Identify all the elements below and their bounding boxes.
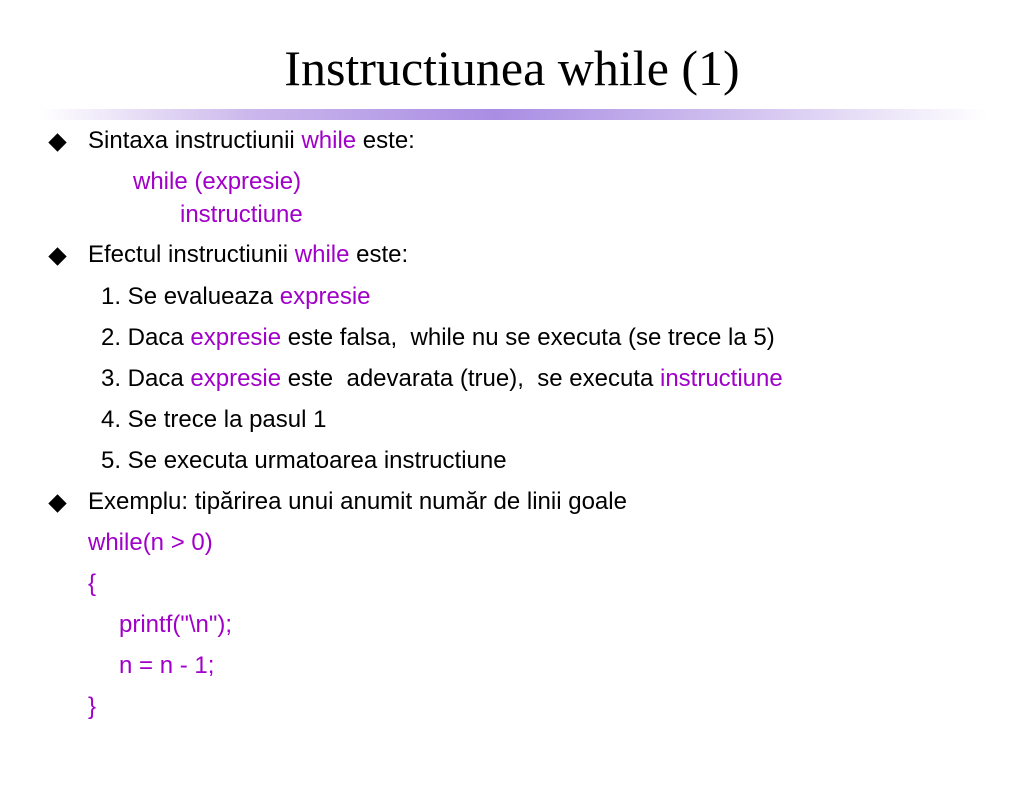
text-run: este falsa, while nu se executa (se trece la 5): [281, 324, 775, 351]
step-item: [101, 324, 775, 352]
keyword: while: [301, 127, 357, 154]
example-code-line: }: [88, 693, 97, 720]
step-item: 4. Se trece la pasul 1: [101, 406, 327, 433]
text-run: este:: [356, 127, 415, 154]
text-run: Efectul instructiunii: [88, 241, 295, 268]
example-code-line: printf("\n");: [119, 611, 233, 638]
step-item: [101, 283, 371, 311]
keyword: expresie: [279, 283, 371, 310]
text-run: este:: [349, 241, 409, 268]
text-run: este adevarata (true), se executa: [281, 365, 660, 392]
keyword: instructiune: [659, 365, 783, 392]
keyword: expresie: [190, 324, 282, 351]
text-run: Sintaxa instructiunii: [88, 127, 302, 154]
title-underline: [40, 109, 988, 120]
example-code-line: {: [88, 570, 97, 597]
text-run: 2. Daca: [101, 324, 191, 351]
keyword: expresie: [190, 365, 282, 392]
syntax-code-line: while (expresie): [133, 168, 302, 195]
bullet-text: [88, 127, 415, 155]
bullet-text: Exemplu: tipărirea unui anumit număr de linii goale: [88, 488, 627, 515]
slide-title: Instructiunea while (1): [284, 40, 740, 96]
keyword: while: [294, 241, 350, 268]
text-run: 3. Daca: [101, 365, 191, 392]
bullet-text: [88, 241, 408, 269]
bullet-diamond-icon: [48, 133, 66, 151]
example-code-line: while(n > 0): [88, 529, 213, 556]
example-code-line: n = n - 1;: [119, 652, 215, 679]
bullet-diamond-icon: [48, 494, 66, 512]
bullet-diamond-icon: [48, 247, 66, 265]
text-run: 1. Se evalueaza: [101, 283, 280, 310]
step-item: [101, 365, 783, 393]
step-item: 5. Se executa urmatoarea instructiune: [101, 447, 507, 474]
syntax-code-line: instructiune: [180, 201, 303, 228]
